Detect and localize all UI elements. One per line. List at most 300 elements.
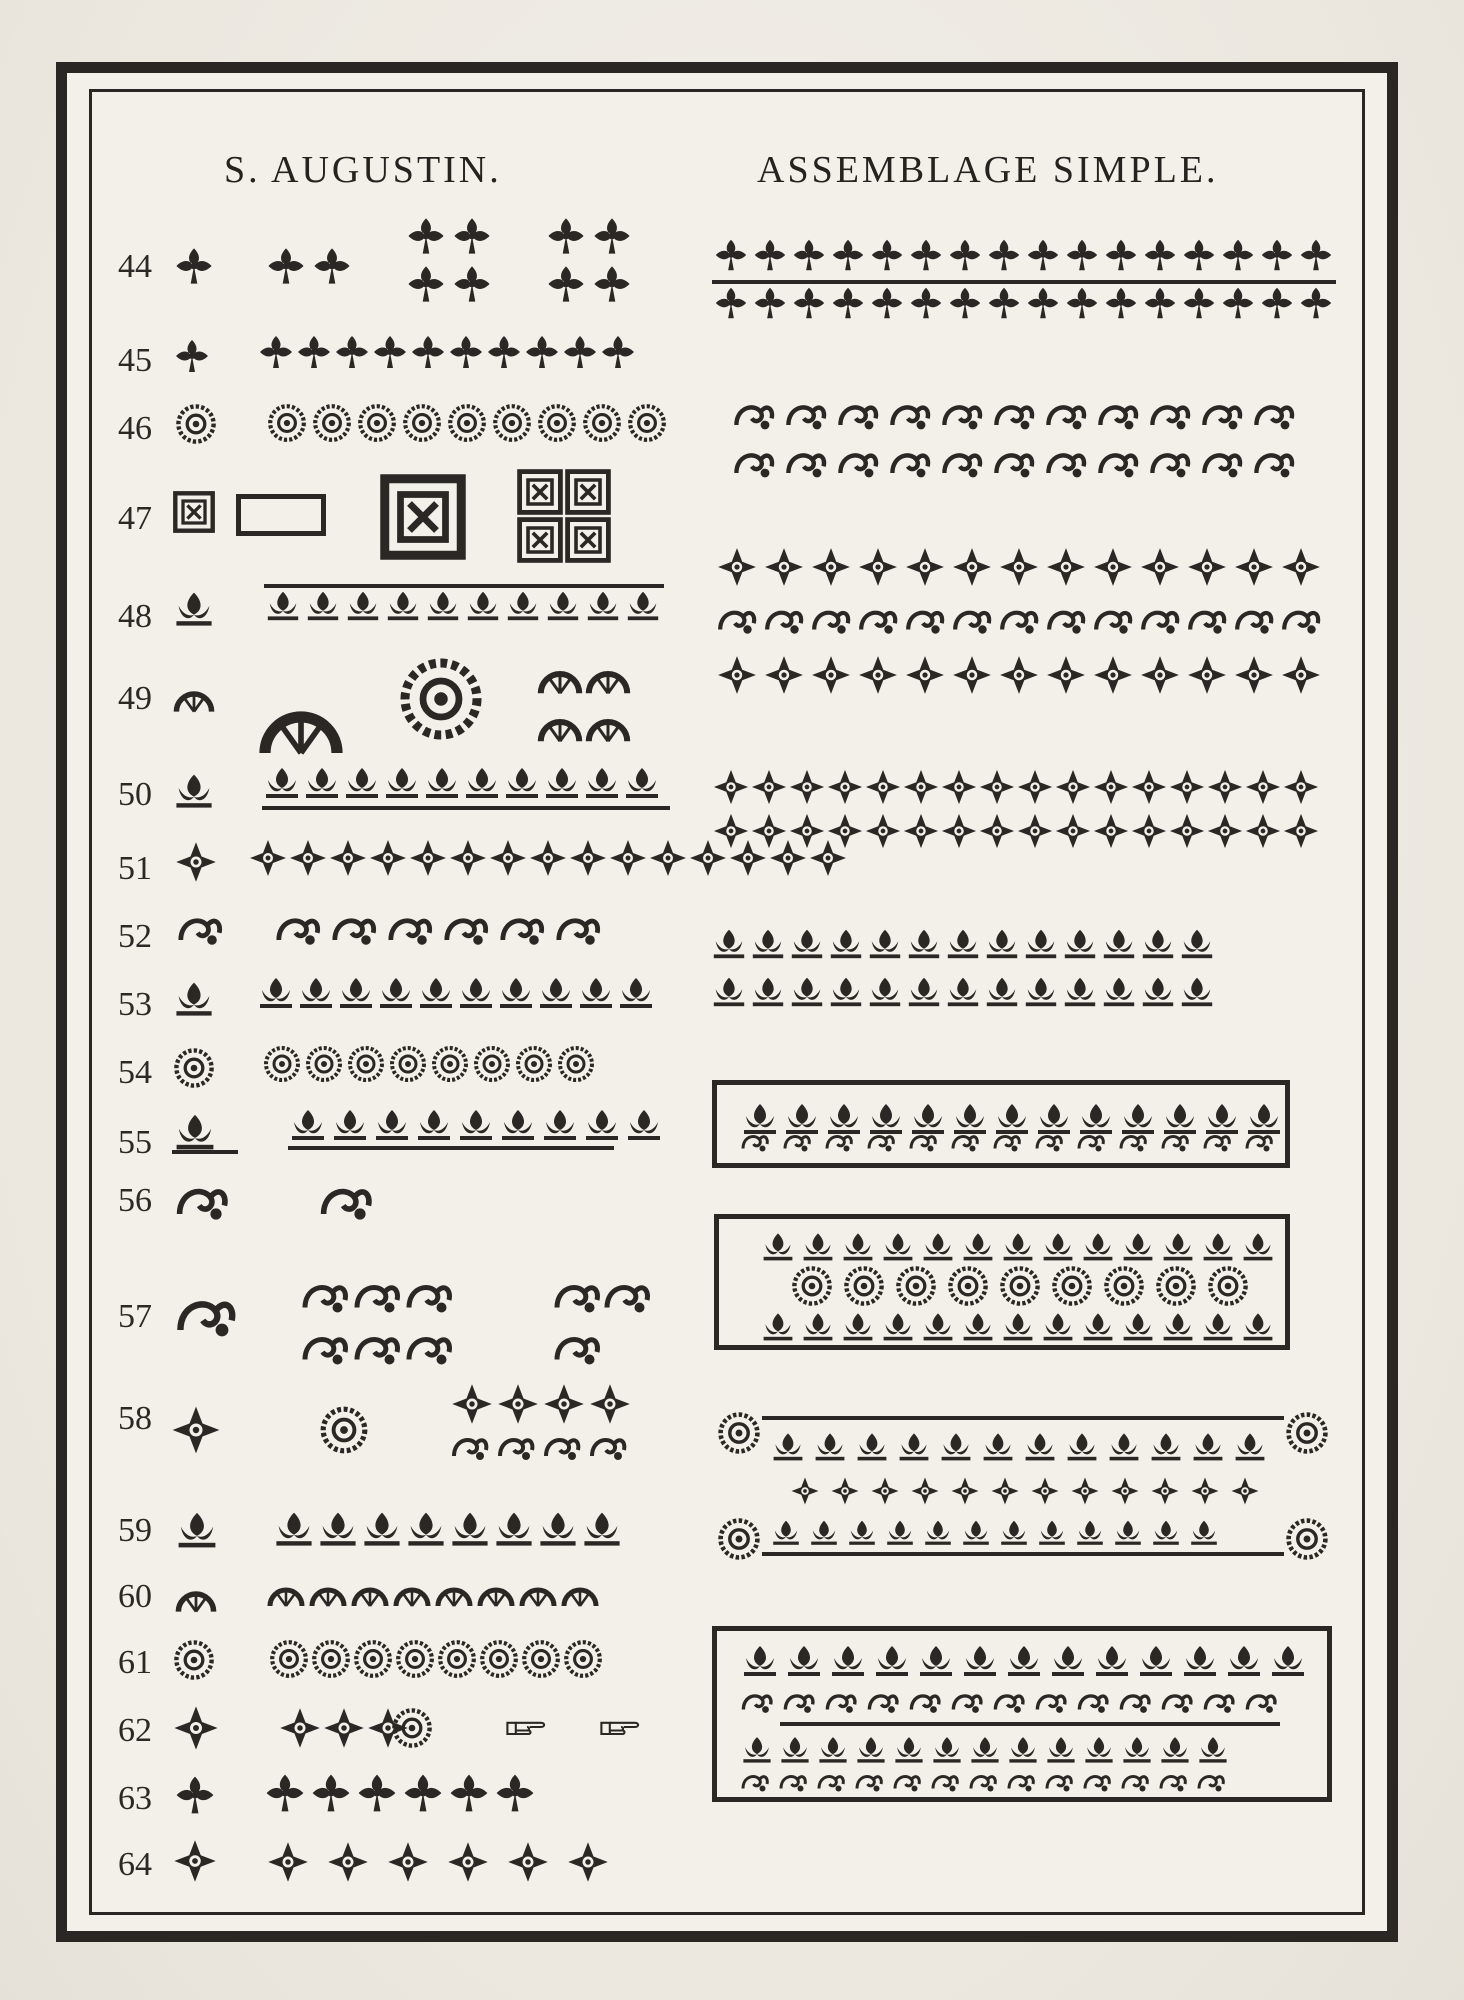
cross-icon xyxy=(410,840,446,876)
fleur-icon xyxy=(451,1775,488,1812)
cross-icon xyxy=(953,656,991,694)
leaf-icon xyxy=(346,768,378,798)
scroll-icon xyxy=(996,455,1032,477)
leaf-icon xyxy=(588,592,618,621)
square-icon xyxy=(175,493,212,530)
leaf-icon xyxy=(388,592,418,621)
scroll-ornament-strip xyxy=(552,1270,652,1320)
square-ornament-strip xyxy=(516,516,612,564)
cross-icon xyxy=(490,840,526,876)
scroll-ornament-strip xyxy=(732,440,1304,484)
fleur-icon xyxy=(716,240,746,270)
scroll-ornament-strip xyxy=(716,598,1327,640)
rosette-icon xyxy=(356,1642,390,1676)
fleur-icon xyxy=(755,288,785,318)
rosette-ornament-strip xyxy=(1284,1516,1330,1562)
hand-icon xyxy=(507,1723,544,1734)
leaf-icon xyxy=(1124,1313,1153,1340)
leaf-ornament-strip xyxy=(740,1732,1234,1766)
leaf-icon xyxy=(1047,1737,1074,1763)
leaf-icon xyxy=(1161,1737,1188,1763)
scroll-icon xyxy=(944,407,980,429)
cross-icon xyxy=(388,1842,428,1882)
cross-icon xyxy=(1235,548,1273,586)
leaf-icon xyxy=(964,1233,993,1260)
scroll-icon xyxy=(736,407,772,429)
cross-icon xyxy=(1246,770,1280,804)
leaf-icon xyxy=(753,930,783,959)
cross-icon xyxy=(1141,548,1179,586)
leaf-icon xyxy=(1140,1646,1172,1676)
scroll-icon xyxy=(409,1288,449,1313)
leaf-icon xyxy=(1009,1737,1036,1763)
leaf-ornament-strip xyxy=(770,1428,1274,1464)
leaf-icon xyxy=(870,978,900,1007)
leaf-icon xyxy=(1077,1521,1103,1545)
leaf-icon xyxy=(544,1110,576,1140)
scroll-icon xyxy=(861,613,895,634)
leaf-icon xyxy=(320,1513,355,1546)
cross-icon xyxy=(1188,548,1226,586)
leaf-icon xyxy=(1039,1521,1065,1545)
cross-icon xyxy=(980,770,1014,804)
fleur-icon xyxy=(454,266,489,301)
specimen-number: 57 xyxy=(118,1298,152,1335)
rosette-ornament-strip xyxy=(172,1638,216,1682)
scroll-icon xyxy=(447,921,486,945)
leaf-icon xyxy=(1244,1313,1273,1340)
leaf-icon xyxy=(506,768,538,798)
fleur-icon xyxy=(755,240,785,270)
cross-icon xyxy=(174,1840,215,1881)
fleur-icon xyxy=(374,336,406,368)
scroll-icon xyxy=(911,1696,939,1713)
leaf-icon xyxy=(308,592,338,621)
rosette-icon xyxy=(405,663,477,735)
leaf-icon xyxy=(548,592,578,621)
scroll-icon xyxy=(1047,1777,1071,1792)
rosette-icon xyxy=(540,406,574,440)
fleuron-block xyxy=(404,214,496,258)
scroll-icon xyxy=(995,1137,1019,1152)
heading-left: S. AUGUSTIN. xyxy=(224,149,502,191)
leaf-icon xyxy=(1123,1737,1150,1763)
scroll-icon xyxy=(908,613,942,634)
leaf-icon xyxy=(300,978,332,1008)
cross-icon xyxy=(1235,656,1273,694)
leaf-icon xyxy=(948,930,978,959)
specimen-number: 50 xyxy=(118,776,152,813)
cross-icon xyxy=(1282,656,1320,694)
leaf-ornament-strip xyxy=(760,1308,1280,1344)
specimen-number: 56 xyxy=(118,1182,152,1219)
square-icon xyxy=(568,520,609,561)
scroll-icon xyxy=(1163,1696,1191,1713)
rosette-icon xyxy=(398,1642,432,1676)
scroll-icon xyxy=(895,1777,919,1792)
rosette-icon xyxy=(270,406,304,440)
leaf-icon xyxy=(500,978,532,1008)
leaf-icon xyxy=(460,1110,492,1140)
cross-icon xyxy=(832,1478,859,1505)
fleur-icon xyxy=(833,240,863,270)
scroll-icon xyxy=(557,1288,597,1313)
scroll-icon xyxy=(391,921,430,945)
cross-icon xyxy=(859,548,897,586)
leaf-icon xyxy=(1052,1646,1084,1676)
scroll-icon xyxy=(953,1137,977,1152)
scroll-icon xyxy=(1152,407,1188,429)
rosette-icon xyxy=(482,1642,516,1676)
rosette-icon xyxy=(178,406,213,441)
scroll-icon xyxy=(1048,455,1084,477)
scroll-icon xyxy=(840,407,876,429)
scroll-icon xyxy=(1121,1137,1145,1152)
leaf-icon xyxy=(1194,1433,1223,1460)
cross-icon xyxy=(812,656,850,694)
leaf-icon xyxy=(870,930,900,959)
cross-icon xyxy=(290,840,326,876)
cross-icon xyxy=(1094,814,1128,848)
leaf-icon xyxy=(920,1646,952,1676)
scroll-icon xyxy=(995,1696,1023,1713)
scroll-icon xyxy=(1205,1137,1229,1152)
scroll-icon xyxy=(1190,613,1224,634)
rosette-icon xyxy=(1289,1521,1326,1558)
fleur-icon xyxy=(1223,288,1253,318)
scroll-icon xyxy=(933,1777,957,1792)
leaf-icon xyxy=(753,978,783,1007)
fleur-icon xyxy=(950,240,980,270)
cross-ornament-strip xyxy=(172,1838,218,1884)
cross-icon xyxy=(650,840,686,876)
cross-icon xyxy=(1000,656,1038,694)
cross-icon xyxy=(828,814,862,848)
scroll-icon xyxy=(1100,407,1136,429)
leaf-icon xyxy=(884,1233,913,1260)
scroll-icon xyxy=(1002,613,1036,634)
leaf-icon xyxy=(466,768,498,798)
rosette-ornament-strip xyxy=(268,1638,604,1680)
scroll-ornament-strip xyxy=(732,392,1304,436)
scroll-icon xyxy=(869,1696,897,1713)
leaf-ornament-strip xyxy=(256,972,656,1012)
fleur-icon xyxy=(950,288,980,318)
leaf-icon xyxy=(819,1737,846,1763)
cross-icon xyxy=(792,1478,819,1505)
scroll-icon xyxy=(827,1696,855,1713)
fleur-icon xyxy=(548,266,583,301)
cross-icon xyxy=(866,770,900,804)
fleur-icon xyxy=(526,336,558,368)
leaf-ornament-strip xyxy=(740,1640,1312,1680)
arch-icon xyxy=(396,1588,428,1606)
leaf-icon xyxy=(1182,978,1212,1007)
fleur-icon xyxy=(716,288,746,318)
leaf-icon xyxy=(887,1521,913,1545)
cross-icon xyxy=(714,814,748,848)
rosette-icon xyxy=(434,1048,466,1080)
leaf-icon xyxy=(924,1313,953,1340)
leaf-ornament-strip xyxy=(172,768,216,812)
leaf-icon xyxy=(964,1313,993,1340)
scroll-icon xyxy=(1205,1696,1233,1713)
cross-icon xyxy=(812,548,850,586)
fleur-icon xyxy=(1067,288,1097,318)
cross-icon xyxy=(952,1478,979,1505)
leaf-icon xyxy=(1104,930,1134,959)
cross-icon xyxy=(1018,770,1052,804)
fleur-icon xyxy=(298,336,330,368)
cross-icon xyxy=(828,770,862,804)
scroll-ornament-strip xyxy=(318,1172,374,1228)
rosette-icon xyxy=(450,406,484,440)
leaf-icon xyxy=(1104,978,1134,1007)
leaf-icon xyxy=(1065,930,1095,959)
fleur-icon xyxy=(450,336,482,368)
leaf-icon xyxy=(176,983,211,1016)
fleur-icon xyxy=(911,240,941,270)
fleur-icon xyxy=(408,218,443,253)
rosette-icon xyxy=(846,1268,881,1303)
cross-icon xyxy=(173,1407,220,1454)
scroll-icon xyxy=(1079,1137,1103,1152)
leaf-icon xyxy=(1110,1433,1139,1460)
scroll-icon xyxy=(892,455,928,477)
leaf-icon xyxy=(1164,1313,1193,1340)
border-rule xyxy=(262,806,670,810)
fleur-ornament-strip xyxy=(172,336,212,376)
rosette-ornament-strip xyxy=(1284,1410,1330,1456)
fleur-icon xyxy=(564,336,596,368)
cross-ornament-strip xyxy=(174,840,218,884)
rosette-icon xyxy=(721,1415,758,1452)
leaf-icon xyxy=(884,1313,913,1340)
cross-icon xyxy=(498,1384,538,1424)
rosette-icon xyxy=(1106,1268,1141,1303)
rosette-icon xyxy=(1002,1268,1037,1303)
fleur-icon xyxy=(911,288,941,318)
leaf-icon xyxy=(1115,1521,1141,1545)
cross-icon xyxy=(1141,656,1179,694)
cross-icon xyxy=(1284,770,1318,804)
border-rule xyxy=(264,584,664,588)
leaf-icon xyxy=(1044,1233,1073,1260)
leaf-icon xyxy=(764,1233,793,1260)
leaf-icon xyxy=(1184,1646,1216,1676)
cross-icon xyxy=(1000,548,1038,586)
fleur-icon xyxy=(989,240,1019,270)
square-border-ornament xyxy=(236,494,326,536)
border-rule xyxy=(288,1146,614,1150)
fleuron-block xyxy=(404,262,496,306)
cross-icon xyxy=(953,548,991,586)
leaf-icon xyxy=(1236,1433,1265,1460)
scroll-icon xyxy=(454,1440,486,1460)
scroll-icon xyxy=(503,921,542,945)
arch-ornament-strip xyxy=(256,672,346,762)
cross-icon xyxy=(992,1478,1019,1505)
scroll-icon xyxy=(1247,1137,1271,1152)
leaf-ornament-strip xyxy=(172,586,216,630)
scroll-icon xyxy=(892,407,928,429)
leaf-ornament-strip xyxy=(264,586,664,624)
rosette-icon xyxy=(323,1409,365,1451)
specimen-number: 59 xyxy=(118,1512,152,1549)
scroll-icon xyxy=(1161,1777,1185,1792)
arch-icon xyxy=(589,720,627,742)
leaf-icon xyxy=(832,1646,864,1676)
leaf-icon xyxy=(876,1646,908,1676)
leaf-icon xyxy=(1191,1521,1217,1545)
specimen-number: 49 xyxy=(118,680,152,717)
fleur-icon xyxy=(594,218,629,253)
leaf-icon xyxy=(496,1513,531,1546)
scroll-ornament-strip xyxy=(740,1766,1234,1796)
leaf-icon xyxy=(844,1233,873,1260)
rosette-icon xyxy=(176,1050,211,1085)
arch-icon xyxy=(354,1588,386,1606)
leaf-icon xyxy=(452,1513,487,1546)
cross-icon xyxy=(1094,770,1128,804)
fleur-icon xyxy=(872,288,902,318)
cross-icon xyxy=(1188,656,1226,694)
arch-ornament-strip xyxy=(536,650,632,698)
fleur-icon xyxy=(260,336,292,368)
cross-icon xyxy=(866,814,900,848)
cross-icon xyxy=(1047,548,1085,586)
fleur-icon xyxy=(1184,240,1214,270)
scroll-icon xyxy=(743,1777,767,1792)
specimen-number: 61 xyxy=(118,1644,152,1681)
specimen-number: 53 xyxy=(118,986,152,1023)
square-icon xyxy=(385,479,462,556)
scroll-icon xyxy=(1199,1777,1223,1792)
cross-icon xyxy=(448,1842,488,1882)
scroll-icon xyxy=(1009,1777,1033,1792)
heading-right: ASSEMBLAGE SIMPLE. xyxy=(757,149,1219,191)
scroll-icon xyxy=(785,1696,813,1713)
rosette-icon xyxy=(630,406,664,440)
fleuron-block xyxy=(544,214,636,258)
leaf-icon xyxy=(858,1433,887,1460)
leaf-icon xyxy=(933,1737,960,1763)
leaf-icon xyxy=(1026,930,1056,959)
fleur-ornament-strip xyxy=(172,1772,218,1818)
scroll-ornament-strip xyxy=(300,1270,456,1320)
square-ornament-strip xyxy=(378,472,468,562)
leaf-icon xyxy=(348,592,378,621)
scroll-ornament-strip xyxy=(450,1426,634,1466)
leaf-icon xyxy=(831,930,861,959)
rosette-icon xyxy=(315,406,349,440)
specimen-number: 45 xyxy=(118,342,152,379)
leaf-ornament-strip xyxy=(172,976,216,1020)
rosette-icon xyxy=(560,1048,592,1080)
scroll-icon xyxy=(785,1137,809,1152)
square-icon xyxy=(568,472,609,513)
leaf-icon xyxy=(1084,1233,1113,1260)
fleur-icon xyxy=(268,248,303,283)
rosette-ornament-strip xyxy=(716,1516,762,1562)
scroll-icon xyxy=(357,1288,397,1313)
fleur-icon xyxy=(794,288,824,318)
scroll-icon xyxy=(1096,613,1130,634)
leaf-icon xyxy=(1065,978,1095,1007)
fleur-icon xyxy=(1106,288,1136,318)
leaf-ornament-strip xyxy=(770,1516,1226,1548)
rosette-ornament-strip xyxy=(318,1404,370,1456)
border-rule xyxy=(762,1416,1284,1420)
rosette-icon xyxy=(585,406,619,440)
fleur-icon xyxy=(488,336,520,368)
rosette-icon xyxy=(950,1268,985,1303)
leaf-icon xyxy=(364,1513,399,1546)
fleur-icon xyxy=(454,218,489,253)
leaf-icon xyxy=(895,1737,922,1763)
arch-icon xyxy=(265,713,337,754)
cross-icon xyxy=(714,770,748,804)
cross-icon xyxy=(1192,1478,1219,1505)
cross-icon xyxy=(370,840,406,876)
scroll-ornament-strip xyxy=(176,904,224,952)
leaf-icon xyxy=(811,1521,837,1545)
leaf-icon xyxy=(268,592,298,621)
leaf-icon xyxy=(1026,978,1056,1007)
rosette-icon xyxy=(314,1642,348,1676)
scroll-icon xyxy=(869,1137,893,1152)
leaf-icon xyxy=(386,768,418,798)
scroll-icon xyxy=(1100,455,1136,477)
cross-ornament-strip xyxy=(790,1476,1270,1506)
leaf-icon xyxy=(1204,1313,1233,1340)
rosette-icon xyxy=(1054,1268,1089,1303)
fleur-icon xyxy=(1301,288,1331,318)
leaf-icon xyxy=(628,592,658,621)
fleur-ornament-strip xyxy=(712,284,1336,322)
scroll-icon xyxy=(944,455,980,477)
cross-icon xyxy=(450,840,486,876)
scroll-icon xyxy=(1049,613,1083,634)
leaf-ornament-strip xyxy=(172,1108,218,1154)
leaf-icon xyxy=(792,930,822,959)
cross-icon xyxy=(568,1842,608,1882)
rosette-icon xyxy=(405,406,439,440)
specimen-number: 60 xyxy=(118,1578,152,1615)
leaf-icon xyxy=(176,593,211,626)
leaf-icon xyxy=(857,1737,884,1763)
cross-icon xyxy=(530,840,566,876)
scroll-icon xyxy=(357,1340,397,1365)
fleur-icon xyxy=(1028,240,1058,270)
leaf-icon xyxy=(1001,1521,1027,1545)
scroll-icon xyxy=(279,921,318,945)
fleur-ornament-strip xyxy=(256,332,636,372)
fleur-icon xyxy=(177,1777,214,1814)
specimen-number: 55 xyxy=(118,1124,152,1161)
fleur-icon xyxy=(1262,240,1292,270)
scroll-icon xyxy=(953,1696,981,1713)
cross-icon xyxy=(1056,770,1090,804)
leaf-icon xyxy=(176,775,211,808)
cross-icon xyxy=(1132,770,1166,804)
cross-icon xyxy=(980,814,1014,848)
fleur-icon xyxy=(594,266,629,301)
leaf-ornament-strip xyxy=(288,1104,666,1144)
fleur-icon xyxy=(359,1775,396,1812)
fleur-icon xyxy=(1106,240,1136,270)
arch-ornament-strip xyxy=(172,672,216,716)
